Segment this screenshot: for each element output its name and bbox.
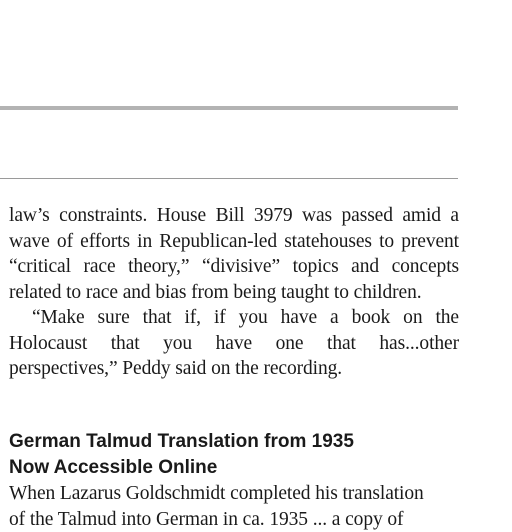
paragraph-1: law’s constraints. House Bill 3979 was passed amid a wave of efforts in Republican-led statehouses to prevent “critical race theory,” “divisive” topics and concepts related to race and bias from being taught to children. [9,203,459,305]
body-line-1: When Lazarus Goldschmidt completed his translation [9,481,459,507]
article-body-continued [9,203,459,382]
next-article-headline [9,429,469,480]
body-line-2-cut: of the Talmud into German in ca. 1935 ... a copy of [9,507,459,532]
headline-line-2: Now Accessible Online [9,455,469,481]
paragraph-2: “Make sure that if, if you have a book on the Holocaust that you have one that has...other perspectives,” Peddy said on the recording. [9,305,459,382]
section-divider-thick [0,106,458,110]
headline-line-1: German Talmud Translation from 1935 [9,429,469,455]
next-article-body [9,481,459,532]
section-divider-thin [0,178,458,179]
